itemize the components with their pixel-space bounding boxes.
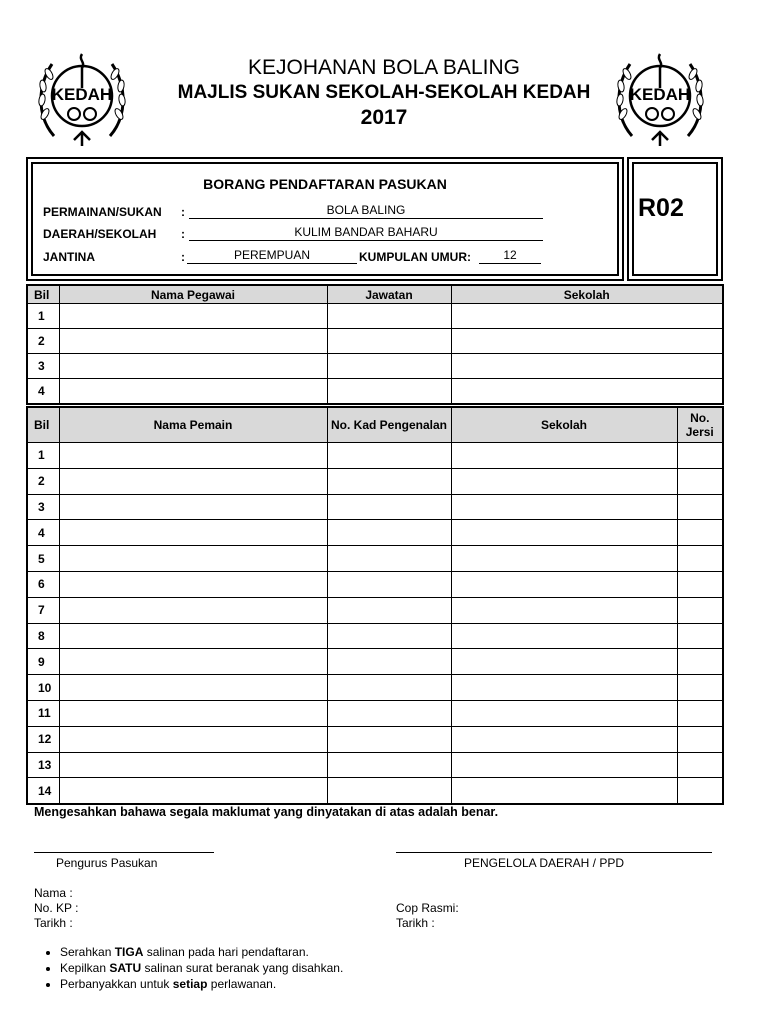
player-school-cell[interactable]	[451, 649, 677, 675]
row-number: 8	[27, 623, 59, 649]
table-row	[27, 494, 723, 520]
player-jersey-cell[interactable]	[677, 571, 723, 597]
staff-position-cell[interactable]	[327, 379, 451, 405]
player-name-cell[interactable]	[59, 675, 327, 701]
player-ic-cell[interactable]	[327, 623, 451, 649]
table-row	[27, 468, 723, 494]
row-number: 2	[27, 468, 59, 494]
player-school-cell[interactable]	[451, 597, 677, 623]
player-jersey-cell[interactable]	[677, 752, 723, 778]
player-jersey-cell[interactable]	[677, 726, 723, 752]
player-ic-cell[interactable]	[327, 597, 451, 623]
table-row	[27, 726, 723, 752]
staff-position-cell[interactable]	[327, 329, 451, 354]
player-jersey-cell[interactable]	[677, 675, 723, 701]
player-ic-cell[interactable]	[327, 700, 451, 726]
player-jersey-cell[interactable]	[677, 468, 723, 494]
player-ic-cell[interactable]	[327, 494, 451, 520]
row-number: 5	[27, 546, 59, 572]
player-jersey-cell[interactable]	[677, 649, 723, 675]
form-title: BORANG PENDAFTARAN PASUKAN	[203, 176, 447, 192]
row-number: 13	[27, 752, 59, 778]
player-ic-cell[interactable]	[327, 726, 451, 752]
player-school-cell[interactable]	[451, 726, 677, 752]
staff-name-cell[interactable]	[59, 329, 327, 354]
player-ic-cell[interactable]	[327, 752, 451, 778]
player-name-cell[interactable]	[59, 778, 327, 804]
staff-name-cell[interactable]	[59, 354, 327, 379]
player-school-cell[interactable]	[451, 494, 677, 520]
player-jersey-cell[interactable]	[677, 443, 723, 469]
table-row	[27, 649, 723, 675]
page-subtitle: MAJLIS SUKAN SEKOLAH-SEKOLAH KEDAH	[177, 82, 591, 103]
row-number: 6	[27, 571, 59, 597]
registration-info-inner	[31, 162, 619, 276]
staff-header-name: Nama Pegawai	[59, 285, 327, 304]
player-header-bil: Bil	[27, 407, 59, 443]
player-school-cell[interactable]	[451, 752, 677, 778]
table-row	[27, 778, 723, 804]
table-row	[27, 700, 723, 726]
player-jersey-cell[interactable]	[677, 700, 723, 726]
date-label-right: Tarikh :	[396, 916, 435, 930]
form-code-box	[627, 157, 723, 281]
player-name-cell[interactable]	[59, 752, 327, 778]
player-name-cell[interactable]	[59, 494, 327, 520]
player-ic-cell[interactable]	[327, 468, 451, 494]
right-signatory-label: PENGELOLA DAERAH / PPD	[463, 856, 625, 870]
row-number: 12	[27, 726, 59, 752]
player-header-school: Sekolah	[451, 407, 677, 443]
staff-school-cell[interactable]	[451, 379, 723, 405]
player-jersey-cell[interactable]	[677, 778, 723, 804]
player-jersey-cell[interactable]	[677, 597, 723, 623]
page-title: KEJOHANAN BOLA BALING	[248, 56, 520, 79]
table-row	[27, 443, 723, 469]
table-row	[27, 379, 723, 405]
player-ic-cell[interactable]	[327, 546, 451, 572]
player-ic-cell[interactable]	[327, 443, 451, 469]
age-group-value: 12	[479, 248, 541, 264]
form-code: R02	[638, 194, 684, 222]
player-school-cell[interactable]	[451, 623, 677, 649]
staff-name-cell[interactable]	[59, 379, 327, 405]
date-label-left: Tarikh :	[34, 916, 73, 930]
player-ic-cell[interactable]	[327, 520, 451, 546]
name-label: Nama :	[34, 886, 73, 900]
row-number: 14	[27, 778, 59, 804]
row-number: 2	[27, 329, 59, 354]
table-row	[27, 520, 723, 546]
player-ic-cell[interactable]	[327, 571, 451, 597]
table-row	[27, 546, 723, 572]
staff-header-bil: Bil	[27, 285, 59, 304]
confirmation-statement: Mengesahkan bahawa segala maklumat yang dinyatakan di atas adalah benar.	[34, 805, 499, 819]
staff-table	[26, 284, 724, 405]
table-row	[27, 354, 723, 379]
table-row	[27, 752, 723, 778]
table-row	[27, 571, 723, 597]
player-name-cell[interactable]	[59, 546, 327, 572]
table-row	[27, 329, 723, 354]
player-school-cell[interactable]	[451, 778, 677, 804]
player-table	[26, 406, 724, 805]
row-number: 7	[27, 597, 59, 623]
player-header-name: Nama Pemain	[59, 407, 327, 443]
player-school-cell[interactable]	[451, 468, 677, 494]
player-header-ic: No. Kad Pengenalan	[327, 407, 451, 443]
stamp-label: Cop Rasmi:	[396, 901, 459, 915]
row-number: 3	[27, 354, 59, 379]
staff-name-cell[interactable]	[59, 304, 327, 329]
right-signature-line[interactable]	[396, 852, 712, 853]
instruction-notes	[42, 944, 343, 992]
district-value: KULIM BANDAR BAHARU	[189, 225, 543, 241]
page-year: 2017	[360, 106, 408, 129]
player-school-cell[interactable]	[451, 546, 677, 572]
note-item: • Kepilkan SATU salinan surat beranak yang disahkan.	[60, 960, 343, 976]
left-signature-line[interactable]	[34, 852, 214, 853]
staff-header-school: Sekolah	[451, 285, 723, 304]
player-ic-cell[interactable]	[327, 649, 451, 675]
player-name-cell[interactable]	[59, 700, 327, 726]
logo-text-left: KEDAH	[51, 85, 113, 104]
staff-table-header	[27, 285, 723, 304]
gender-colon: :	[181, 250, 185, 264]
staff-school-cell[interactable]	[451, 329, 723, 354]
district-label: DAERAH/SEKOLAH	[43, 227, 157, 241]
player-school-cell[interactable]	[451, 700, 677, 726]
staff-school-cell[interactable]	[451, 304, 723, 329]
sport-value: BOLA BALING	[189, 203, 543, 219]
player-school-cell[interactable]	[451, 443, 677, 469]
row-number: 9	[27, 649, 59, 675]
table-row	[27, 597, 723, 623]
note-item: • Serahkan TIGA salinan pada hari pendaftaran.	[60, 944, 343, 960]
staff-position-cell[interactable]	[327, 354, 451, 379]
staff-school-cell[interactable]	[451, 354, 723, 379]
player-name-cell[interactable]	[59, 726, 327, 752]
age-group-label: KUMPULAN UMUR:	[359, 250, 471, 264]
table-row	[27, 675, 723, 701]
player-name-cell[interactable]	[59, 649, 327, 675]
player-name-cell[interactable]	[59, 520, 327, 546]
form-code-inner	[632, 162, 718, 276]
player-school-cell[interactable]	[451, 520, 677, 546]
row-number: 1	[27, 443, 59, 469]
row-number: 1	[27, 304, 59, 329]
table-row	[27, 623, 723, 649]
logo-text-right: KEDAH	[629, 85, 691, 104]
table-row	[27, 304, 723, 329]
sport-label: PERMAINAN/SUKAN	[43, 205, 162, 219]
player-jersey-cell[interactable]	[677, 494, 723, 520]
row-number: 4	[27, 520, 59, 546]
player-name-cell[interactable]	[59, 468, 327, 494]
player-header-jersey: No. Jersi	[677, 407, 723, 443]
player-table-header	[27, 407, 723, 443]
player-name-cell[interactable]	[59, 443, 327, 469]
staff-header-position: Jawatan	[327, 285, 451, 304]
registration-info-box	[26, 157, 624, 281]
gender-label: JANTINA	[43, 250, 96, 264]
ic-label: No. KP :	[34, 901, 79, 915]
player-ic-cell[interactable]	[327, 778, 451, 804]
player-jersey-cell[interactable]	[677, 520, 723, 546]
player-name-cell[interactable]	[59, 597, 327, 623]
left-signatory-label: Pengurus Pasukan	[56, 856, 158, 870]
row-number: 4	[27, 379, 59, 405]
row-number: 3	[27, 494, 59, 520]
player-school-cell[interactable]	[451, 675, 677, 701]
gender-value: PEREMPUAN	[187, 248, 357, 264]
player-name-cell[interactable]	[59, 623, 327, 649]
player-jersey-cell[interactable]	[677, 623, 723, 649]
note-item: • Perbanyakkan untuk setiap perlawanan.	[60, 976, 343, 992]
district-colon: :	[181, 227, 185, 241]
player-jersey-cell[interactable]	[677, 546, 723, 572]
player-name-cell[interactable]	[59, 571, 327, 597]
player-ic-cell[interactable]	[327, 675, 451, 701]
row-number: 11	[27, 700, 59, 726]
player-school-cell[interactable]	[451, 571, 677, 597]
row-number: 10	[27, 675, 59, 701]
staff-position-cell[interactable]	[327, 304, 451, 329]
sport-colon: :	[181, 205, 185, 219]
